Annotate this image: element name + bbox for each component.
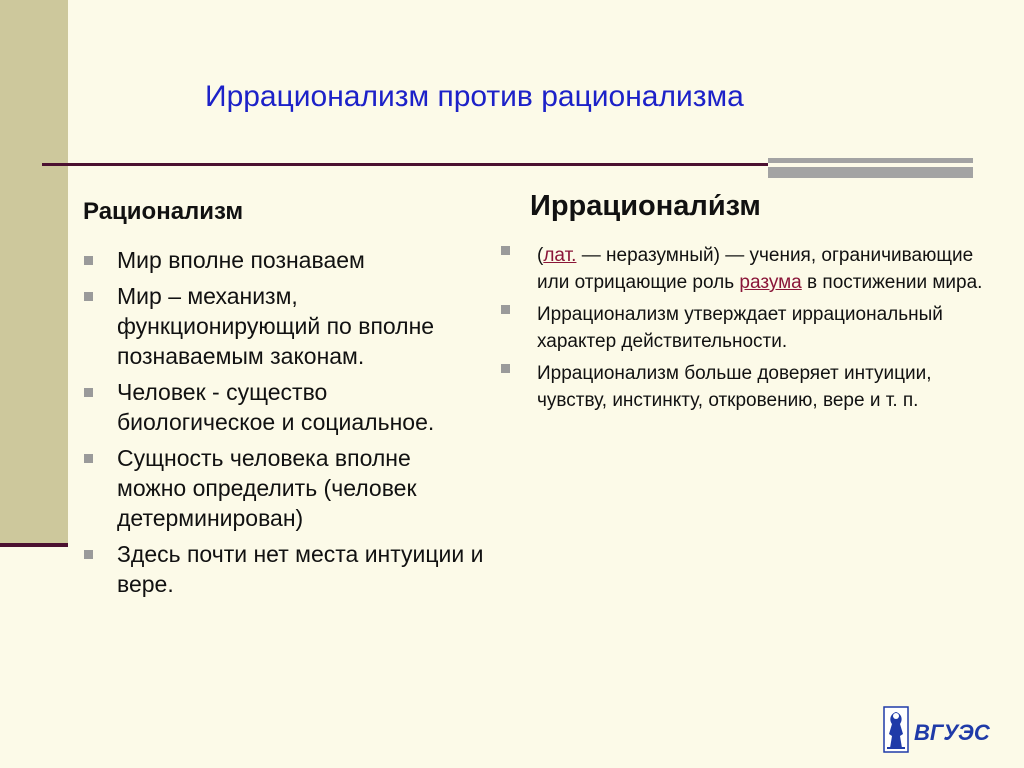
irrationalism-list xyxy=(501,242,991,419)
bullet-icon xyxy=(84,454,93,463)
rationalism-list xyxy=(84,245,484,605)
university-emblem-icon xyxy=(884,707,908,752)
list-item-definition: (лат. — неразумный) — учения, ограничивающие или отрицающие роль разума в постижении мира. xyxy=(501,242,991,296)
list-item-text: Иррационализм больше доверяет интуиции, чувству, инстинкту, откровению, вере и т. п. xyxy=(537,363,932,411)
list-item-text: Мир вполне познаваем xyxy=(117,247,365,273)
list-item xyxy=(84,281,484,371)
bullet-icon xyxy=(501,246,510,255)
bullet-icon xyxy=(501,305,510,314)
left-band-divider xyxy=(0,543,68,547)
list-item-text: Иррационализм утверждает иррациональный характер действительности. xyxy=(537,304,943,352)
list-item xyxy=(501,360,991,414)
list-item-text: Мир – механизм, функционирующий по вполне познаваемым законам. xyxy=(117,283,435,369)
slide-title: Иррационализм против рационализма xyxy=(205,80,744,113)
bullet-icon xyxy=(84,256,93,265)
list-item xyxy=(84,443,484,533)
bullet-icon xyxy=(84,388,93,397)
bullet-icon xyxy=(84,292,93,301)
university-logo xyxy=(883,704,998,754)
bullet-icon xyxy=(501,364,510,373)
latin-link[interactable]: лат. xyxy=(543,245,577,266)
list-item xyxy=(84,377,484,437)
title-divider-accent xyxy=(768,158,973,178)
bullet-icon xyxy=(84,550,93,559)
list-item-text: Человек - существо биологическое и социальное. xyxy=(117,379,435,435)
list-item-text: Сущность человека вполне можно определить (человек детерминирован) xyxy=(117,445,417,531)
list-item-text: Здесь почти нет места интуиции и вере. xyxy=(117,541,484,597)
list-item xyxy=(501,301,991,355)
irrationalism-heading: Иррационали́зм xyxy=(530,190,761,222)
list-item xyxy=(84,245,484,275)
left-decorative-band xyxy=(0,0,68,545)
list-item xyxy=(84,539,484,599)
logo-text: ВГУЭС xyxy=(914,720,990,745)
reason-link[interactable]: разума xyxy=(739,272,802,293)
rationalism-heading: Рационализм xyxy=(83,198,244,225)
